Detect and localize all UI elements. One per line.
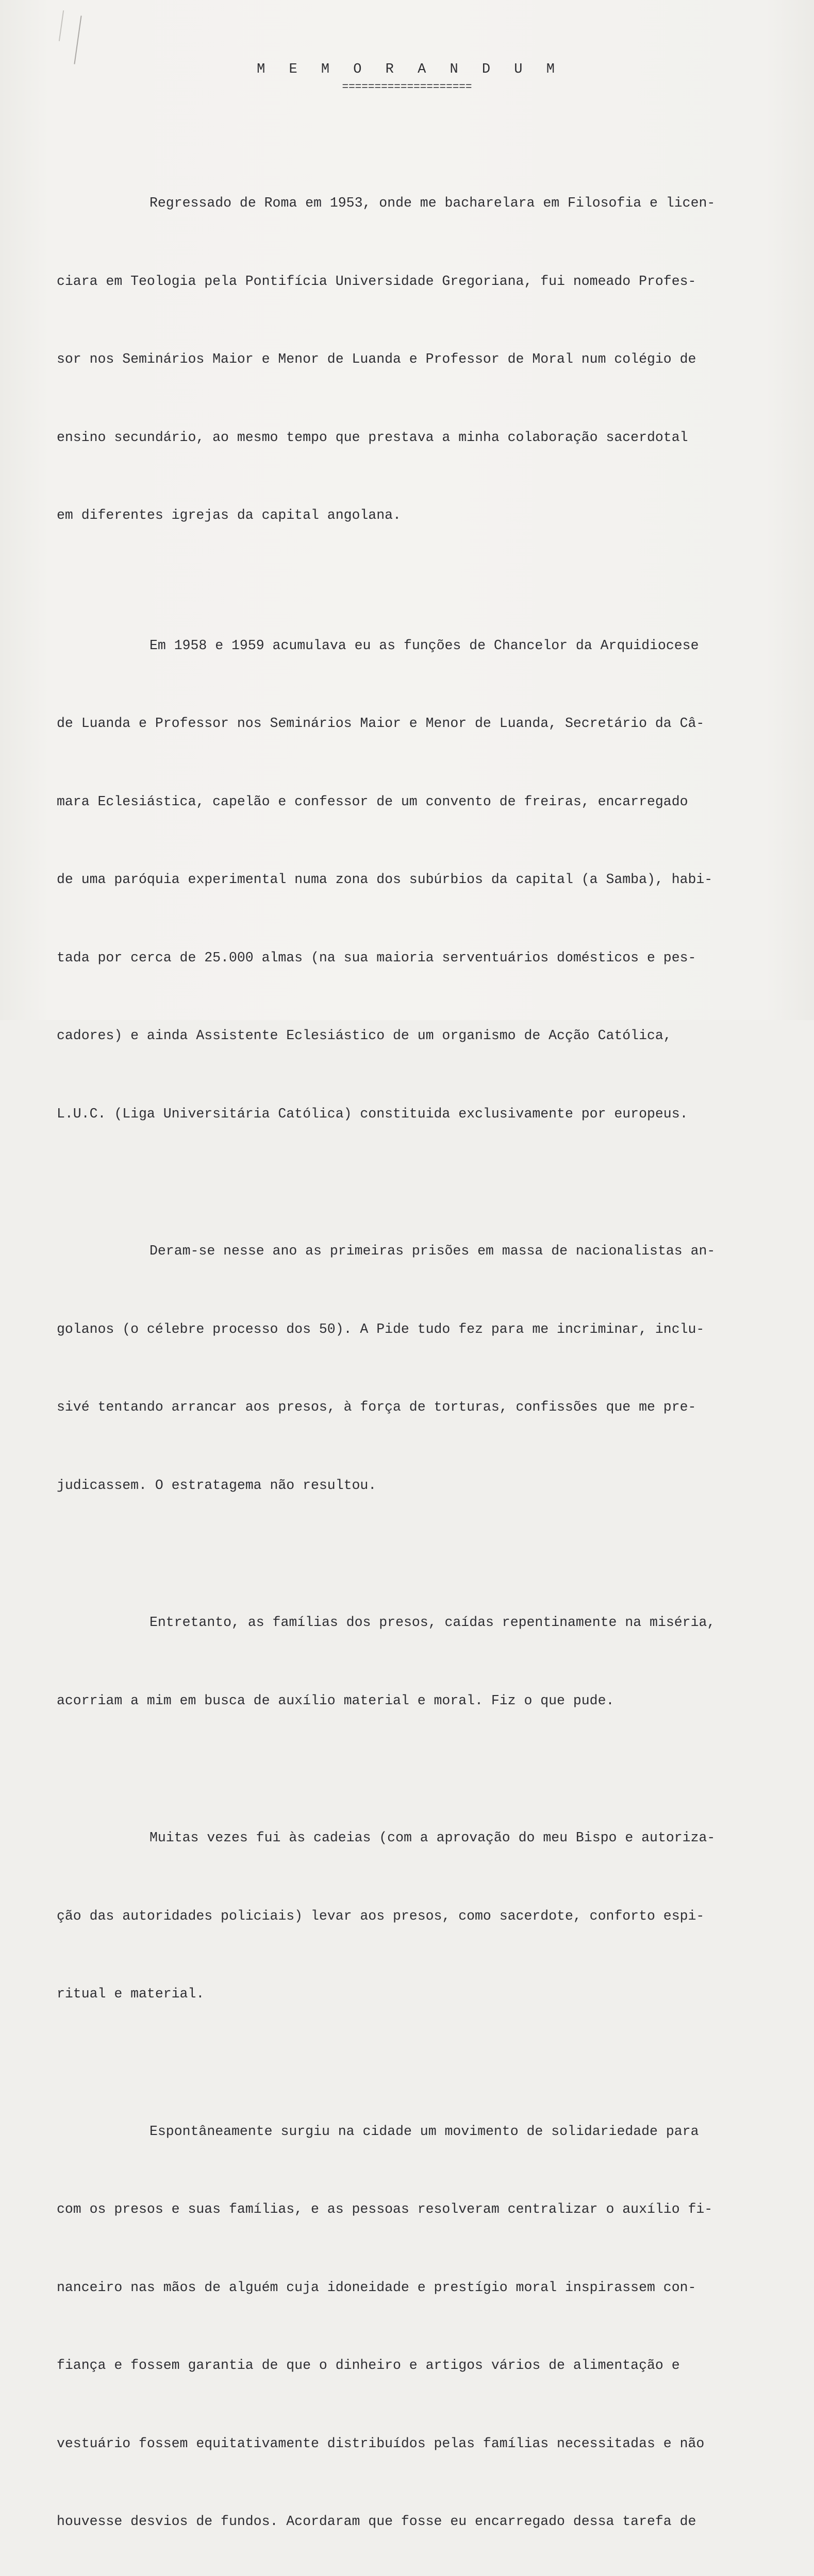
text-line: Muitas vezes fui às cadeias (com a aprovação do meu Bispo e autoriza- xyxy=(57,1825,795,1851)
typewritten-page xyxy=(0,0,814,1020)
paragraph xyxy=(57,2066,795,2576)
text-line: em diferentes igrejas da capital angolana. xyxy=(57,502,795,529)
text-line: judicassem. O estratagema não resultou. xyxy=(57,1472,795,1499)
text-line: tada por cerca de 25.000 almas (na sua maioria serventuários domésticos e pes- xyxy=(57,945,795,971)
memorandum-body xyxy=(57,138,795,2576)
text-line: houvesse desvios de fundos. Acordaram que fosse eu encarregado dessa tarefa de xyxy=(57,2509,795,2535)
paragraph xyxy=(57,1186,795,1550)
memorandum-title: M E M O R A N D U M xyxy=(0,62,814,77)
text-line: fiança e fossem garantia de que o dinheiro e artigos vários de alimentação e xyxy=(57,2352,795,2379)
text-line: cadores) e ainda Assistente Eclesiástico de um organismo de Acção Católica, xyxy=(57,1023,795,1049)
paragraph xyxy=(57,138,795,581)
text-line: Espontâneamente surgiu na cidade um movimento de solidariedade para xyxy=(57,2119,795,2145)
text-line: golanos (o célebre processo dos 50). A Pide tudo fez para me incriminar, inclu- xyxy=(57,1316,795,1343)
text-line: ritual e material. xyxy=(57,1981,795,2007)
paragraph xyxy=(57,1773,795,2059)
margin-pencil-mark xyxy=(59,10,64,41)
text-line: ciara em Teologia pela Pontifícia Universidade Gregoriana, fui nomeado Profes- xyxy=(57,268,795,295)
text-line: mara Eclesiástica, capelão e confessor de um convento de freiras, encarregado xyxy=(57,789,795,815)
text-line: Em 1958 e 1959 acumulava eu as funções de Chancelor da Arquidiocese xyxy=(57,633,795,659)
text-line: com os presos e suas famílias, e as pessoas resolveram centralizar o auxílio fi- xyxy=(57,2196,795,2223)
text-line: sor nos Seminários Maior e Menor de Luanda e Professor de Moral num colégio de xyxy=(57,346,795,372)
text-line: L.U.C. (Liga Universitária Católica) constituida exclusivamente por europeus. xyxy=(57,1101,795,1127)
text-line: vestuário fossem equitativamente distribuídos pelas famílias necessitadas e não xyxy=(57,2431,795,2457)
paragraph xyxy=(57,1557,795,1766)
text-line: de Luanda e Professor nos Seminários Maior e Menor de Luanda, Secretário da Câ- xyxy=(57,710,795,737)
text-line: Deram-se nesse ano as primeiras prisões em massa de nacionalistas an- xyxy=(57,1238,795,1264)
text-line: Entretanto, as famílias dos presos, caídas repentinamente na miséria, xyxy=(57,1609,795,1636)
text-line: sivé tentando arrancar aos presos, à força de torturas, confissões que me pre- xyxy=(57,1394,795,1420)
text-line: de uma paróquia experimental numa zona dos subúrbios da capital (a Samba), habi- xyxy=(57,867,795,893)
margin-pencil-mark xyxy=(74,15,81,64)
text-line: acorriam a mim em busca de auxílio material e moral. Fiz o que pude. xyxy=(57,1688,795,1714)
text-line: nanceiro nas mãos de alguém cuja idoneidade e prestígio moral inspirassem con- xyxy=(57,2275,795,2301)
title-underline: ==================== xyxy=(0,81,814,93)
text-line: ensino secundário, ao mesmo tempo que prestava a minha colaboração sacerdotal xyxy=(57,425,795,451)
text-line: ção das autoridades policiais) levar aos presos, como sacerdote, conforto espi- xyxy=(57,1903,795,1929)
paragraph xyxy=(57,581,795,1179)
text-line: Regressado de Roma em 1953, onde me bacharelara em Filosofia e licen- xyxy=(57,190,795,216)
